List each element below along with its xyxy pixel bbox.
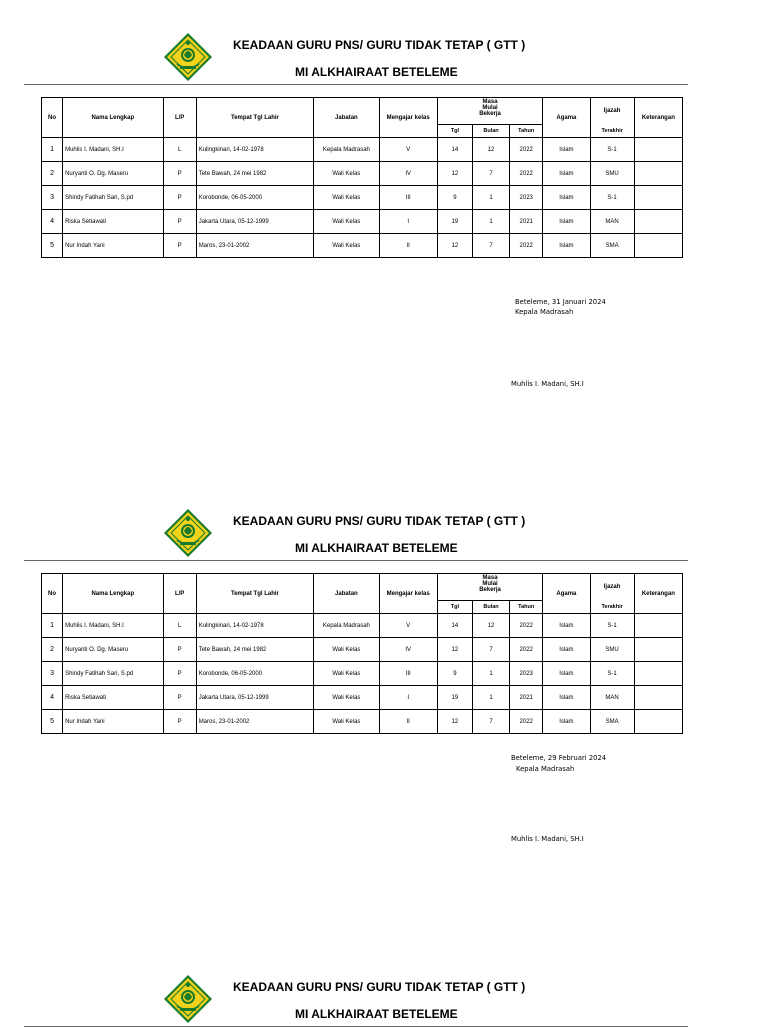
report-header xyxy=(0,0,768,80)
cell-no: 1 xyxy=(42,138,63,162)
cell-tahun: 2021 xyxy=(510,210,543,234)
cell-lp: P xyxy=(163,210,196,234)
cell-ttl: Kulingkinari, 14-02-1978 xyxy=(196,614,314,638)
col-header-jabatan: Jabatan xyxy=(314,574,379,614)
cell-lp: P xyxy=(163,710,196,734)
col-header-terakhir: Terakhir xyxy=(590,601,634,614)
col-header-tahun: Tahun xyxy=(510,125,543,138)
cell-ijazah: SMA xyxy=(590,234,634,258)
col-header-masa xyxy=(437,574,542,601)
col-header-jabatan: Jabatan xyxy=(314,98,379,138)
cell-no: 2 xyxy=(42,638,63,662)
cell-ttl: Jakarta Utara, 05-12-1999 xyxy=(196,686,314,710)
cell-ket xyxy=(634,686,682,710)
cell-no: 4 xyxy=(42,686,63,710)
cell-nama: Riska Setiawati xyxy=(63,210,163,234)
masa-line3: Bekerja xyxy=(479,587,501,593)
cell-nama: Nuryanti O. Dg. Maseru xyxy=(63,162,163,186)
teacher-table xyxy=(41,573,683,734)
cell-kelas: I xyxy=(379,210,437,234)
cell-ttl: Korobonde, 06-05-2000 xyxy=(196,186,314,210)
school-name: MI ALKHAIRAAT BETELEME xyxy=(295,65,458,79)
cell-kelas: I xyxy=(379,686,437,710)
school-emblem-icon xyxy=(163,974,213,1024)
cell-tgl: 12 xyxy=(437,234,472,258)
masa-line1: Masa xyxy=(482,575,498,581)
teacher-table xyxy=(41,97,683,258)
cell-nama: Shindy Fatihah Sari, S.pd xyxy=(63,662,163,686)
cell-ket xyxy=(634,186,682,210)
cell-bulan: 1 xyxy=(472,210,509,234)
cell-no: 3 xyxy=(42,186,63,210)
cell-ket xyxy=(634,710,682,734)
col-header-no: No xyxy=(42,574,63,614)
cell-agama: Islam xyxy=(543,638,590,662)
cell-bulan: 1 xyxy=(472,686,509,710)
cell-bulan: 7 xyxy=(472,710,509,734)
cell-tahun: 2022 xyxy=(510,638,543,662)
col-header-ket: Keterangan xyxy=(634,574,682,614)
cell-tahun: 2021 xyxy=(510,686,543,710)
cell-bulan: 1 xyxy=(472,186,509,210)
col-header-ttl: Tempat Tgl Lahir xyxy=(196,98,314,138)
cell-tgl: 12 xyxy=(437,710,472,734)
cell-no: 4 xyxy=(42,210,63,234)
cell-jabatan: Wali Kelas xyxy=(314,686,379,710)
col-header-kelas: Mengajar kelas xyxy=(379,574,437,614)
cell-ijazah: S-1 xyxy=(590,662,634,686)
school-emblem-icon xyxy=(163,508,213,558)
col-header-bulan: Bulan xyxy=(472,125,509,138)
cell-tahun: 2022 xyxy=(510,162,543,186)
cell-jabatan: Wali Kelas xyxy=(314,662,379,686)
cell-no: 1 xyxy=(42,614,63,638)
school-name: MI ALKHAIRAAT BETELEME xyxy=(295,1007,458,1021)
cell-tgl: 12 xyxy=(437,638,472,662)
header-divider xyxy=(24,84,688,85)
cell-agama: Islam xyxy=(543,662,590,686)
report-title: KEADAAN GURU PNS/ GURU TIDAK TETAP ( GTT ) xyxy=(233,514,526,528)
cell-lp: P xyxy=(163,162,196,186)
cell-ijazah: SMU xyxy=(590,638,634,662)
col-header-bulan: Bulan xyxy=(472,601,509,614)
cell-ket xyxy=(634,662,682,686)
cell-ijazah: MAN xyxy=(590,686,634,710)
cell-nama: Nuryanti O. Dg. Maseru xyxy=(63,638,163,662)
cell-tgl: 19 xyxy=(437,686,472,710)
masa-line2: Mulai xyxy=(482,105,498,111)
cell-ijazah: SMU xyxy=(590,162,634,186)
school-emblem-icon xyxy=(163,32,213,82)
cell-tahun: 2022 xyxy=(510,614,543,638)
cell-ttl: Maros, 23-01-2002 xyxy=(196,710,314,734)
col-header-tgl: Tgl xyxy=(437,125,472,138)
cell-ket xyxy=(634,210,682,234)
col-header-kelas: Mengajar kelas xyxy=(379,98,437,138)
col-header-ket: Keterangan xyxy=(634,98,682,138)
table-row xyxy=(42,138,683,162)
cell-ttl: Korobonde, 06-05-2000 xyxy=(196,662,314,686)
signature-name: Muhlis I. Madani, SH.I xyxy=(511,835,584,843)
col-header-tahun: Tahun xyxy=(510,601,543,614)
masa-line2: Mulai xyxy=(482,581,498,587)
cell-ttl: Tete Bawah, 24 mei 1982 xyxy=(196,638,314,662)
cell-jabatan: Wali Kelas xyxy=(314,162,379,186)
table-row xyxy=(42,686,683,710)
cell-ket xyxy=(634,138,682,162)
table-row xyxy=(42,186,683,210)
cell-nama: Shindy Fatihah Sari, S.pd xyxy=(63,186,163,210)
signature-place-date: Beteleme, 31 Januari 2024 xyxy=(515,298,606,306)
table-row xyxy=(42,710,683,734)
cell-jabatan: Wali Kelas xyxy=(314,186,379,210)
cell-tgl: 14 xyxy=(437,614,472,638)
cell-bulan: 7 xyxy=(472,638,509,662)
signature-position: Kepala Madrasah xyxy=(516,765,575,773)
school-name: MI ALKHAIRAAT BETELEME xyxy=(295,541,458,555)
cell-agama: Islam xyxy=(543,686,590,710)
cell-lp: P xyxy=(163,234,196,258)
col-header-agama: Agama xyxy=(543,98,590,138)
cell-jabatan: Wali Kelas xyxy=(314,234,379,258)
col-header-ijazah: Ijazah xyxy=(590,574,634,601)
cell-ijazah: S-1 xyxy=(590,186,634,210)
cell-nama: Muhlis I. Madani, SH.I xyxy=(63,138,163,162)
cell-ket xyxy=(634,638,682,662)
masa-line3: Bekerja xyxy=(479,111,501,117)
table-row xyxy=(42,638,683,662)
cell-agama: Islam xyxy=(543,186,590,210)
col-header-terakhir: Terakhir xyxy=(590,125,634,138)
signature-position: Kepala Madrasah xyxy=(515,308,574,316)
cell-lp: P xyxy=(163,638,196,662)
masa-line1: Masa xyxy=(482,99,498,105)
col-header-tgl: Tgl xyxy=(437,601,472,614)
cell-ttl: Maros, 23-01-2002 xyxy=(196,234,314,258)
cell-agama: Islam xyxy=(543,138,590,162)
cell-ket xyxy=(634,162,682,186)
cell-tgl: 9 xyxy=(437,186,472,210)
cell-agama: Islam xyxy=(543,710,590,734)
cell-agama: Islam xyxy=(543,210,590,234)
cell-lp: P xyxy=(163,662,196,686)
cell-jabatan: Kepala Madrasah xyxy=(314,138,379,162)
cell-lp: P xyxy=(163,186,196,210)
cell-lp: L xyxy=(163,138,196,162)
col-header-lp: L/P xyxy=(163,98,196,138)
table-row xyxy=(42,662,683,686)
cell-ijazah: S-1 xyxy=(590,138,634,162)
cell-ttl: Kulingkinari, 14-02-1978 xyxy=(196,138,314,162)
cell-no: 5 xyxy=(42,710,63,734)
col-header-nama: Nama Lengkap xyxy=(63,98,163,138)
cell-jabatan: Wali Kelas xyxy=(314,710,379,734)
cell-tgl: 14 xyxy=(437,138,472,162)
cell-tahun: 2023 xyxy=(510,662,543,686)
cell-nama: Nur Indah Yani xyxy=(63,234,163,258)
cell-no: 5 xyxy=(42,234,63,258)
cell-kelas: V xyxy=(379,138,437,162)
cell-tahun: 2022 xyxy=(510,710,543,734)
cell-bulan: 12 xyxy=(472,138,509,162)
col-header-lp: L/P xyxy=(163,574,196,614)
cell-lp: P xyxy=(163,686,196,710)
header-divider xyxy=(24,560,688,561)
cell-kelas: III xyxy=(379,662,437,686)
cell-jabatan: Wali Kelas xyxy=(314,638,379,662)
cell-kelas: II xyxy=(379,710,437,734)
cell-jabatan: Wali Kelas xyxy=(314,210,379,234)
table-row xyxy=(42,210,683,234)
cell-ttl: Jakarta Utara, 05-12-1999 xyxy=(196,210,314,234)
cell-tgl: 19 xyxy=(437,210,472,234)
cell-ijazah: S-1 xyxy=(590,614,634,638)
signature-name: Muhlis I. Madani, SH.I xyxy=(511,380,584,388)
cell-jabatan: Kepala Madrasah xyxy=(314,614,379,638)
table-row xyxy=(42,614,683,638)
cell-bulan: 12 xyxy=(472,614,509,638)
report-page xyxy=(0,476,768,843)
report-title: KEADAAN GURU PNS/ GURU TIDAK TETAP ( GTT ) xyxy=(233,980,526,994)
cell-tgl: 12 xyxy=(437,162,472,186)
cell-bulan: 1 xyxy=(472,662,509,686)
col-header-ijazah: Ijazah xyxy=(590,98,634,125)
cell-no: 3 xyxy=(42,662,63,686)
report-header xyxy=(0,476,768,556)
cell-agama: Islam xyxy=(543,234,590,258)
cell-kelas: III xyxy=(379,186,437,210)
col-header-nama: Nama Lengkap xyxy=(63,574,163,614)
cell-nama: Riska Setiawati xyxy=(63,686,163,710)
cell-ijazah: SMA xyxy=(590,710,634,734)
cell-nama: Muhlis I. Madani, SH.I xyxy=(63,614,163,638)
report-page xyxy=(0,942,768,1022)
cell-no: 2 xyxy=(42,162,63,186)
cell-tahun: 2022 xyxy=(510,234,543,258)
cell-ket xyxy=(634,234,682,258)
cell-agama: Islam xyxy=(543,614,590,638)
cell-bulan: 7 xyxy=(472,234,509,258)
table-row xyxy=(42,162,683,186)
signature-place-date: Beteleme, 29 Februari 2024 xyxy=(511,754,607,762)
col-header-ttl: Tempat Tgl Lahir xyxy=(196,574,314,614)
cell-kelas: IV xyxy=(379,162,437,186)
cell-bulan: 7 xyxy=(472,162,509,186)
cell-ttl: Tete Bawah, 24 mei 1982 xyxy=(196,162,314,186)
col-header-masa xyxy=(437,98,542,125)
cell-tahun: 2022 xyxy=(510,138,543,162)
cell-kelas: IV xyxy=(379,638,437,662)
cell-kelas: II xyxy=(379,234,437,258)
cell-ket xyxy=(634,614,682,638)
cell-agama: Islam xyxy=(543,162,590,186)
report-title: KEADAAN GURU PNS/ GURU TIDAK TETAP ( GTT ) xyxy=(233,38,526,52)
cell-ijazah: MAN xyxy=(590,210,634,234)
cell-lp: L xyxy=(163,614,196,638)
cell-nama: Nur Indah Yani xyxy=(63,710,163,734)
table-row xyxy=(42,234,683,258)
report-header xyxy=(0,942,768,1022)
col-header-no: No xyxy=(42,98,63,138)
cell-tgl: 9 xyxy=(437,662,472,686)
col-header-agama: Agama xyxy=(543,574,590,614)
report-page xyxy=(0,0,768,388)
cell-kelas: V xyxy=(379,614,437,638)
cell-tahun: 2023 xyxy=(510,186,543,210)
